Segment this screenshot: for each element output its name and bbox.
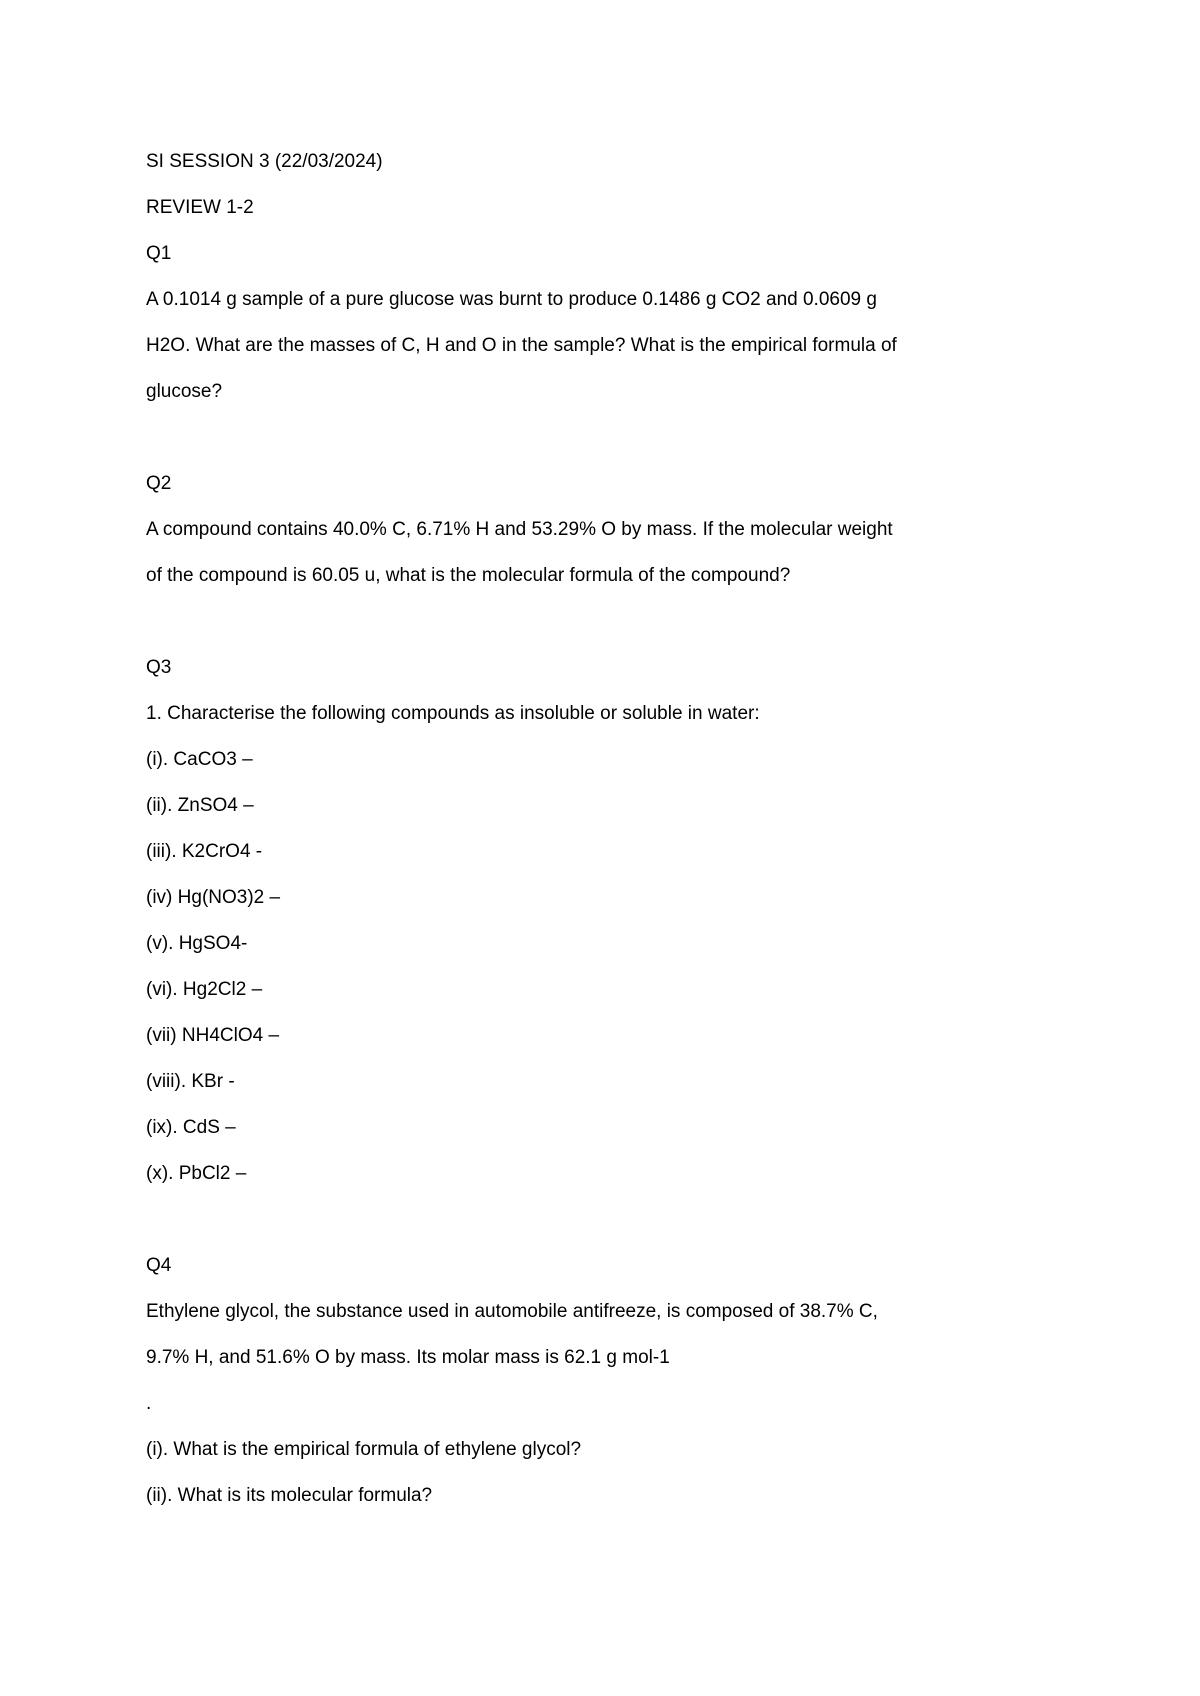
q4-question: (i). What is the empirical formula of ethylene glycol? <box>146 1439 582 1460</box>
q3-intro: 1. Characterise the following compounds as insoluble or soluble in water: <box>146 703 760 724</box>
q4-text-line: Ethylene glycol, the substance used in automobile antifreeze, is composed of 38.7% C, <box>146 1301 878 1322</box>
q4-label: Q4 <box>146 1255 172 1276</box>
q3-label: Q3 <box>146 657 172 678</box>
q3-item: (iv) Hg(NO3)2 – <box>146 887 281 908</box>
q2-text-line: A compound contains 40.0% C, 6.71% H and 53.29% O by mass. If the molecular weight <box>146 519 893 540</box>
q4-question: (ii). What is its molecular formula? <box>146 1485 433 1506</box>
q3-item: (vi). Hg2Cl2 – <box>146 979 263 1000</box>
q3-item: (v). HgSO4- <box>146 933 248 954</box>
q1-label: Q1 <box>146 243 172 264</box>
q3-item: (i). CaCO3 – <box>146 749 253 770</box>
q3-item: (ix). CdS – <box>146 1117 236 1138</box>
q3-item: (viii). KBr - <box>146 1071 235 1092</box>
document-title: SI SESSION 3 (22/03/2024) <box>146 151 383 172</box>
q4-text-line: . <box>146 1393 152 1414</box>
q3-item: (iii). K2CrO4 - <box>146 841 263 862</box>
q2-text-line: of the compound is 60.05 u, what is the molecular formula of the compound? <box>146 565 791 586</box>
document-subtitle: REVIEW 1-2 <box>146 197 254 218</box>
q3-item: (vii) NH4ClO4 – <box>146 1025 280 1046</box>
q4-text-line: 9.7% H, and 51.6% O by mass. Its molar mass is 62.1 g mol-1 <box>146 1347 670 1368</box>
q3-item: (x). PbCl2 – <box>146 1163 247 1184</box>
q2-label: Q2 <box>146 473 172 494</box>
q1-text-line: H2O. What are the masses of C, H and O in the sample? What is the empirical formula of <box>146 335 897 356</box>
q1-text-line: A 0.1014 g sample of a pure glucose was burnt to produce 0.1486 g CO2 and 0.0609 g <box>146 289 877 310</box>
q3-item: (ii). ZnSO4 – <box>146 795 254 816</box>
q1-text-line: glucose? <box>146 381 223 402</box>
